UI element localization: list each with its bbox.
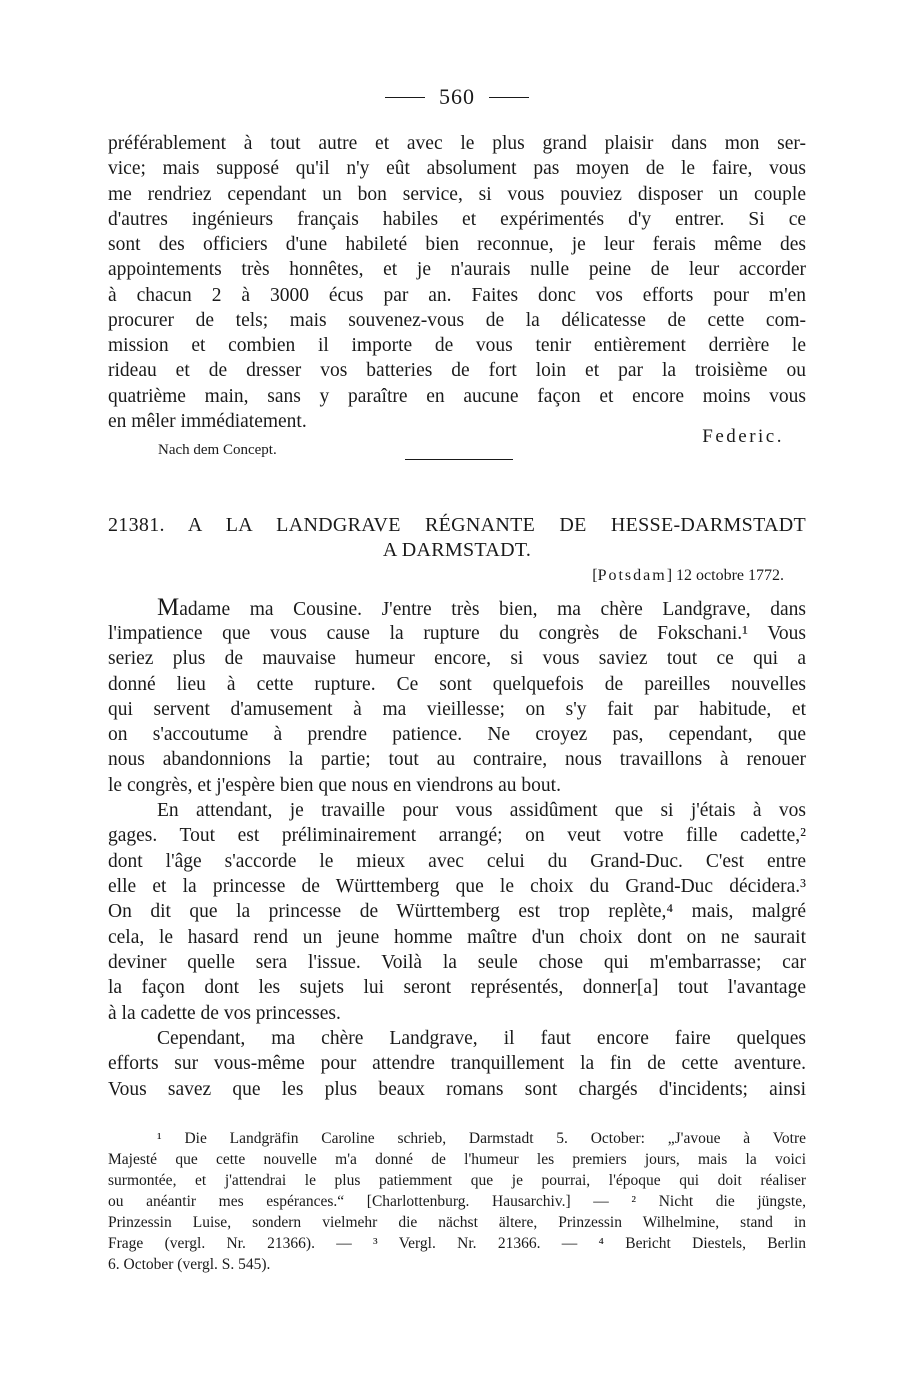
text-line: Vous savez que les plus beaux romans sont chargés d'incidents; ainsi <box>108 1079 806 1100</box>
text-line: appointements très honnêtes, et je n'aurais nulle peine de leur accorder <box>108 259 806 280</box>
text-line: en mêler immédiatement. <box>108 411 307 432</box>
text-line: la façon dont les sujets lui seront représentés, donner[a] tout l'avantage <box>108 977 806 998</box>
text-line: quatrième main, sans y paraître en aucune façon et encore moins vous <box>108 386 806 407</box>
page-number: 560 <box>439 84 475 109</box>
signature: Federic. <box>702 426 784 447</box>
text-line: dont l'âge s'accorde le mieux avec celui du Grand-Duc. C'est entre <box>108 851 806 872</box>
text-line: deviner quelle sera l'issue. Voilà la seule chose qui m'embarrasse; car <box>108 952 806 973</box>
footnote-line: ou anéantir mes espérances.“ [Charlottenburg. Hausarchiv.] — ² Nicht die jüngste, <box>108 1193 806 1210</box>
text-line: mission et combien il importe de vous tenir entièrement derrière le <box>108 335 806 356</box>
text-line <box>108 595 806 622</box>
text-line: on s'accoutume à prendre patience. Ne croyez pas, cependant, que <box>108 724 806 745</box>
text-line: à chacun 2 à 3000 écus par an. Faites donc vos efforts pour m'en <box>108 285 806 306</box>
text-line: l'impatience que vous cause la rupture du congrès de Fokschani.¹ Vous <box>108 623 806 644</box>
source-note: Nach dem Concept. <box>158 442 277 458</box>
text-line: cela, le hasard rend un jeune homme maître d'un choix dont on ne saurait <box>108 927 806 948</box>
section-separator <box>405 459 513 460</box>
footnote-line: Frage (vergl. Nr. 21366). — ³ Vergl. Nr. 21366. — ⁴ Bericht Diestels, Berlin <box>108 1235 806 1252</box>
text-line: à la cadette de vos princesses. <box>108 1003 341 1024</box>
text-line: seriez plus de mauvaise humeur encore, si vous saviez tout ce qui a <box>108 648 806 669</box>
header-rule-left <box>385 97 425 98</box>
text-line: me rendriez cependant un bon service, si vous pouviez disposer un couple <box>108 184 806 205</box>
header-rule-right <box>489 97 529 98</box>
text-line: procurer de tels; mais souvenez-vous de la délicatesse de cette com- <box>108 310 806 331</box>
footnote-line: Prinzessin Luise, sondern vielmehr die nächst ältere, Prinzessin Wilhelmine, stand in <box>108 1214 806 1231</box>
text-line: d'autres ingénieurs français habiles et expérimentés d'y entrer. Si ce <box>108 209 806 230</box>
text-line: En attendant, je travaille pour vous assidûment que si j'étais à vos <box>157 800 806 821</box>
text-line: le congrès, et j'espère bien que nous en viendrons au bout. <box>108 775 561 796</box>
page-header <box>108 84 806 110</box>
text-line: préférablement à tout autre et avec le plus grand plaisir dans mon ser- <box>108 133 806 154</box>
footnote-line: 6. October (vergl. S. 545). <box>108 1256 271 1273</box>
text-line: rideau et de dresser vos batteries de fort loin et par la troisième ou <box>108 360 806 381</box>
footnote-line: ¹ Die Landgräfin Caroline schrieb, Darmstadt 5. October: „J'avoue à Votre <box>157 1130 806 1147</box>
footnote-line: Majesté que cette nouvelle m'a donné de l'humeur les premiers jours, mais la voici <box>108 1151 806 1168</box>
letter-date: 12 octobre 1772. <box>676 567 784 584</box>
text-line: donné lieu à cette rupture. Ce sont quelquefois de pareilles nouvelles <box>108 674 806 695</box>
footnote-line: surmontée, et j'attendrai le plus patiemment que je pourrai, l'époque qui doit réaliser <box>108 1172 806 1189</box>
salutation-initial: M <box>157 594 180 621</box>
text-line: On dit que la princesse de Württemberg est trop replète,⁴ mais, malgré <box>108 901 806 922</box>
letter-title-destination: A DARMSTADT. <box>382 539 532 561</box>
letter-place-date: [Potsdam] 12 octobre 1772. <box>592 567 784 584</box>
text-line: elle et la princesse de Württemberg que le choix du Grand-Duc décidera.³ <box>108 876 806 897</box>
text-line: Cependant, ma chère Landgrave, il faut encore faire quelques <box>157 1028 806 1049</box>
text-line: qui servent d'amusement à ma vieillesse; on s'y fait par habitude, et <box>108 699 806 720</box>
text-line: gages. Tout est préliminairement arrangé; on veut votre fille cadette,² <box>108 825 806 846</box>
letter-title: 21381. A LA LANDGRAVE RÉGNANTE DE HESSE-DARMSTADT <box>108 514 806 536</box>
text-line: sont des officiers d'une habileté bien reconnue, je leur ferais même des <box>108 234 806 255</box>
letter-place: Potsdam <box>597 567 667 584</box>
salutation-rest: adame ma Cousine. J'entre très bien, ma chère Landgrave, dans <box>179 599 806 620</box>
text-line: vice; mais supposé qu'il n'y eût absolument pas moyen de le faire, vous <box>108 158 806 179</box>
text-line: efforts sur vous-même pour attendre tranquillement la fin de cette aventure. <box>108 1053 806 1074</box>
text-line: nous abandonnions la partie; tout au contraire, nous travaillons à renouer <box>108 749 806 770</box>
